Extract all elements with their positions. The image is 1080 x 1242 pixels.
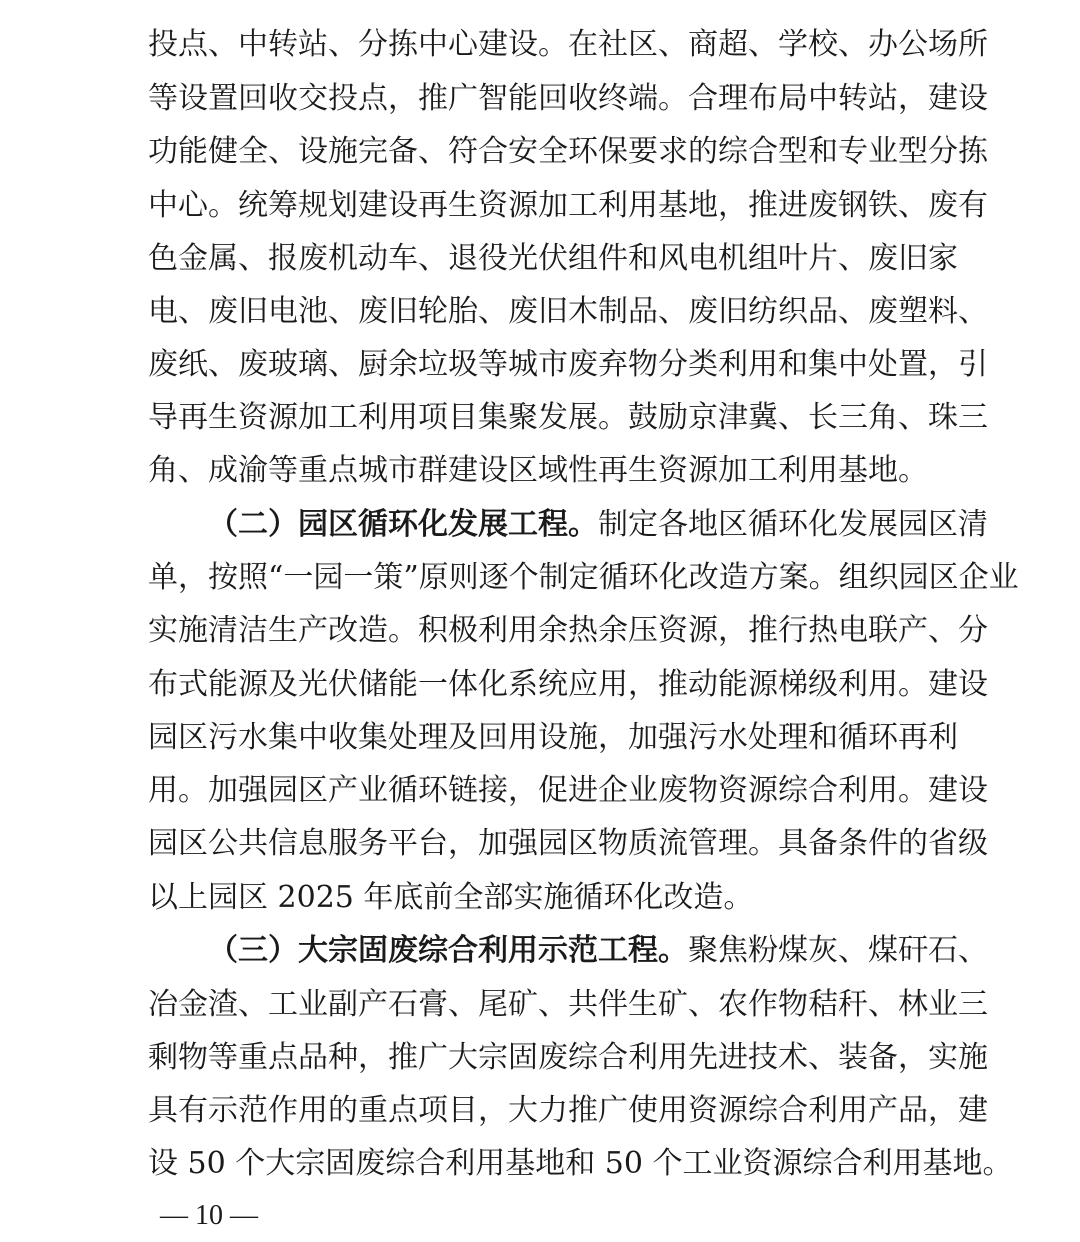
paragraph-1-line-9: 角、成渝等重点城市群建设区域性再生资源加工利用基地。 <box>148 453 928 488</box>
paragraph-2-line-5: 园区污水集中收集处理及回用设施，加强污水处理和循环再利 <box>148 720 958 755</box>
paragraph-2-line-4: 布式能源及光伏储能一体化系统应用，推动能源梯级利用。建设 <box>148 667 988 702</box>
paragraph-3-first-line-text: 聚焦粉煤灰、煤矸石、 <box>688 933 988 968</box>
paragraph-2-line-2: 单，按照“一园一策”原则逐个制定循环化改造方案。组织园区企业 <box>148 560 1019 595</box>
paragraph-1-line-4: 中心。统筹规划建设再生资源加工利用基地，推进废钢铁、废有 <box>148 188 988 223</box>
paragraph-1-line-3: 功能健全、设施完备、符合安全环保要求的综合型和专业型分拣 <box>148 134 988 169</box>
paragraph-2-first-line-text: 制定各地区循环化发展园区清 <box>598 507 988 542</box>
paragraph-1-line-1: 投点、中转站、分拣中心建设。在社区、商超、学校、办公场所 <box>148 27 988 62</box>
paragraph-2-first-line <box>208 505 988 545</box>
paragraph-2-line-6: 用。加强园区产业循环链接，促进企业废物资源综合利用。建设 <box>148 773 988 808</box>
page-number: — 10 — <box>160 1200 258 1231</box>
paragraph-2-line-7: 园区公共信息服务平台，加强园区物质流管理。具备条件的省级 <box>148 826 988 861</box>
paragraph-3-heading: （三）大宗固废综合利用示范工程。 <box>208 933 688 968</box>
paragraph-2-line-8: 以上园区 2025 年底前全部实施循环化改造。 <box>148 880 754 915</box>
paragraph-3-line-5: 设 50 个大宗固废综合利用基地和 50 个工业资源综合利用基地。 <box>148 1146 1013 1181</box>
paragraph-3-line-4: 具有示范作用的重点项目，大力推广使用资源综合利用产品，建 <box>148 1093 988 1128</box>
paragraph-3-line-2: 冶金渣、工业副产石膏、尾矿、共伴生矿、农作物秸秆、林业三 <box>148 987 988 1022</box>
paragraph-3-line-3: 剩物等重点品种，推广大宗固废综合利用先进技术、装备，实施 <box>148 1040 988 1075</box>
paragraph-3-first-line <box>208 931 988 971</box>
paragraph-1-line-2: 等设置回收交投点，推广智能回收终端。合理布局中转站，建设 <box>148 81 988 116</box>
paragraph-1-line-6: 电、废旧电池、废旧轮胎、废旧木制品、废旧纺织品、废塑料、 <box>148 294 988 329</box>
paragraph-2-line-3: 实施清洁生产改造。积极利用余热余压资源，推行热电联产、分 <box>148 613 988 648</box>
paragraph-2-heading: （二）园区循环化发展工程。 <box>208 507 598 542</box>
paragraph-1-line-7: 废纸、废玻璃、厨余垃圾等城市废弃物分类利用和集中处置，引 <box>148 347 988 382</box>
paragraph-1-line-8: 导再生资源加工利用项目集聚发展。鼓励京津冀、长三角、珠三 <box>148 400 988 435</box>
paragraph-1-line-5: 色金属、报废机动车、退役光伏组件和风电机组叶片、废旧家 <box>148 241 958 276</box>
